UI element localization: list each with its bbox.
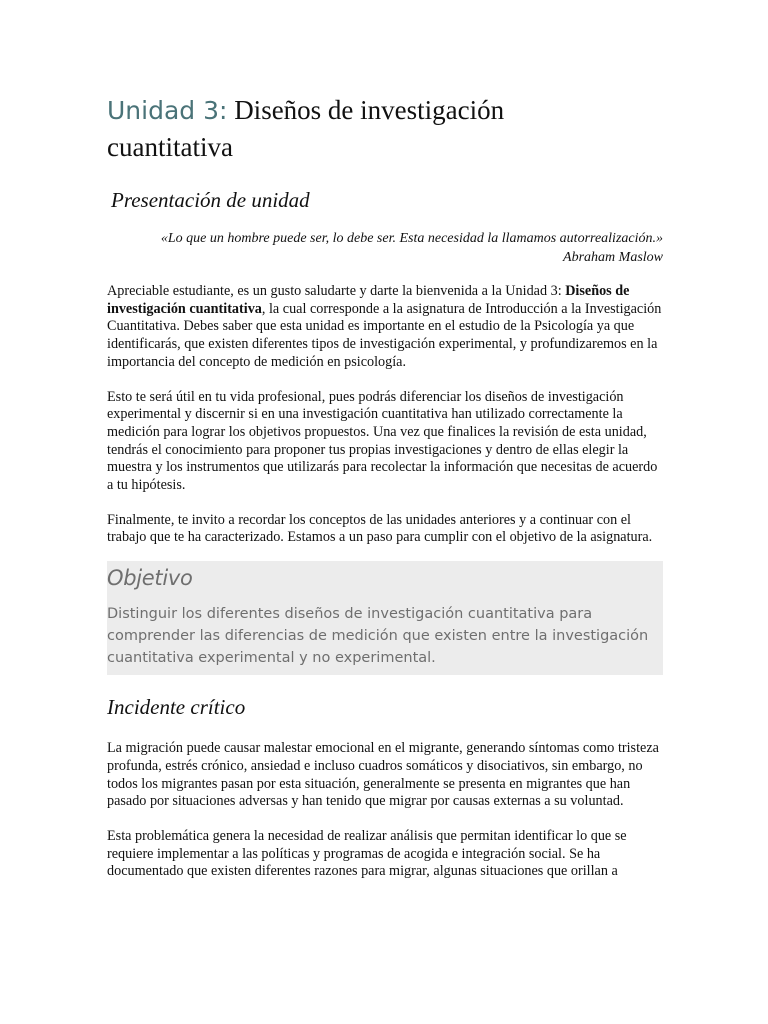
objective-text: Distinguir los diferentes diseños de investigación cuantitativa para comprender las diferencias de medición que existen entre la investigación cuantitativa experimental y no experimental. [107, 606, 649, 667]
section-heading-incident: Incidente crítico [107, 695, 246, 720]
unit-title [107, 92, 663, 166]
intro-p1-text-before: Apreciable estudiante, es un gusto saludarte y darte la bienvenida a la Unidad 3: [107, 283, 566, 299]
document-page [107, 92, 663, 881]
intro-paragraph-1 [107, 283, 663, 372]
objective-box [107, 561, 663, 675]
unit-title-line2: cuantitativa [107, 132, 233, 162]
quote-text: «Lo que un hombre puede ser, lo debe ser. Esta necesidad la llamamos autorrealización.» [160, 231, 663, 246]
section-heading-presentation: Presentación de unidad [111, 188, 310, 212]
intro-p1-text-after: , la cual corresponde a la asignatura de Introducción a la Investigación Cuantitativa. Debes saber que esta unidad es importante en el estudio de la Psicología ya que identificarás, que existen diferentes tipos de investigación experimental, y profundizaremos en la importancia del concepto de medición en psicología. [107, 300, 662, 370]
intro-paragraph-2: Esto te será útil en tu vida profesional, pues podrás diferenciar los diseños de investigación experimental y discernir si en una investigación cuantitativa han utilizado correctamente la medición para lograr los objetivos propuestos. Una vez que finalices la revisión de esta unidad, tendrás el conocimiento para proponer tus propias investigaciones y dentro de ellas elegir la muestra y los instrumentos que utilizarás para recolectar la información que necesitas de acuerdo a tu hipótesis. [107, 388, 658, 494]
unit-label: Unidad 3: [107, 96, 228, 125]
quote-author: Abraham Maslow [563, 250, 663, 265]
objective-heading: Objetivo [107, 566, 193, 591]
incident-paragraph-1: La migración puede causar malestar emocional en el migrante, generando síntomas como tristeza profunda, estrés crónico, ansiedad e incluso cuadros somáticos y disociativos, sin embargo, no todos los migrantes pasan por esta situación, generalmente se presenta en migrantes que han pasado por situaciones adversas y han tenido que migrar por causas externas a su voluntad. [107, 740, 659, 810]
epigraph-quote [107, 229, 663, 267]
intro-paragraph-3: Finalmente, te invito a recordar los conceptos de las unidades anteriores y a continuar con el trabajo que te ha caracterizado. Estamos a un paso para cumplir con el objetivo de la asignatura. [107, 511, 653, 546]
unit-title-line1: Diseños de investigación [234, 95, 505, 125]
incident-paragraph-2: Esta problemática genera la necesidad de realizar análisis que permitan identificar lo que se requiere implementar a las políticas y programas de acogida e integración social. Se ha documentado que existen diferentes razones para migrar, algunas situaciones que orillan a [107, 827, 627, 880]
intro-p1-bold: Diseños de investigación cuantitativa [107, 283, 630, 317]
